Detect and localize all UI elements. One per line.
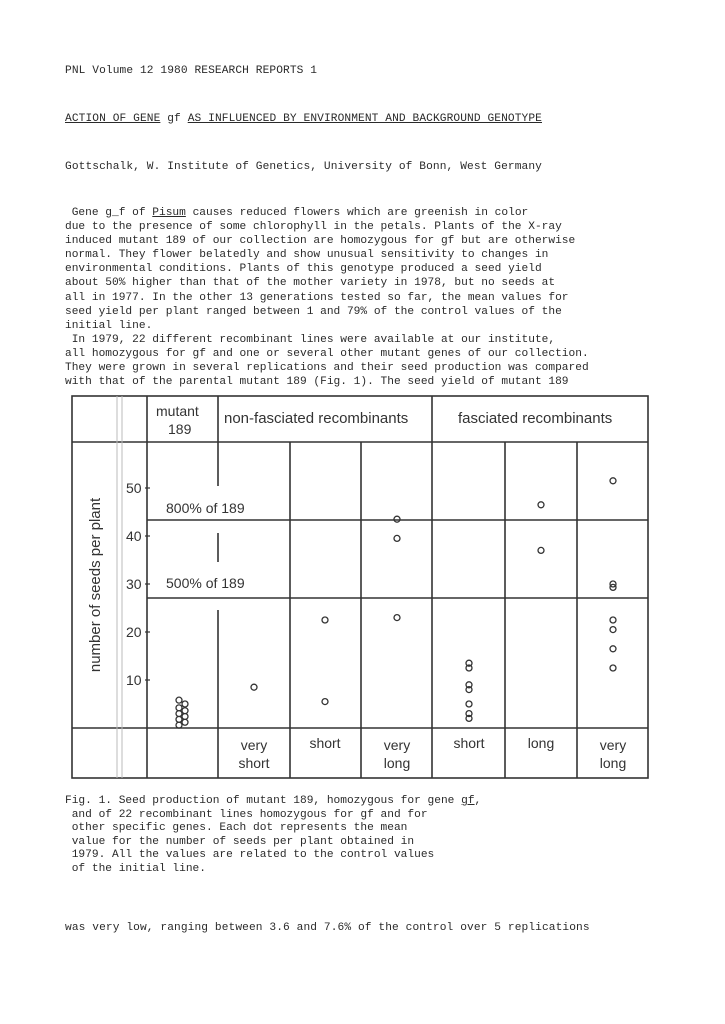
running-header: PNL Volume 12 1980 RESEARCH REPORTS 1 — [65, 65, 318, 77]
intro-line: induced mutant 189 of our collection are homozygous for gf but are otherwise — [65, 235, 576, 248]
data-point — [182, 719, 188, 725]
intro-first-post: causes reduced flowers which are greenish in color — [185, 207, 529, 219]
caption-first-post: , — [474, 795, 482, 807]
data-point — [610, 646, 616, 652]
data-point — [610, 617, 616, 623]
data-point — [538, 547, 544, 553]
header-mutant: mutant — [156, 403, 199, 419]
data-point — [538, 502, 544, 508]
pisum-word: Pisum — [152, 207, 186, 219]
data-point — [182, 708, 188, 714]
column-label-line1: very — [383, 737, 411, 753]
title-gene: gf — [167, 113, 181, 125]
left-margin-lines — [117, 396, 122, 778]
data-point — [322, 699, 328, 705]
data-point — [176, 705, 182, 711]
data-point — [610, 478, 616, 484]
y-tick-label: 20 — [126, 624, 142, 640]
intro-paragraph — [65, 206, 589, 389]
y-axis-label: number of seeds per plant — [87, 497, 104, 673]
article-title — [65, 112, 542, 126]
ref-label-500: 500% of 189 — [166, 575, 245, 591]
column-label-line1: short — [309, 735, 341, 751]
header-189: 189 — [168, 421, 192, 437]
figure-grid — [72, 396, 648, 778]
caption-gene: gf — [461, 795, 475, 807]
data-point — [610, 627, 616, 633]
data-point — [182, 713, 188, 719]
intro-line: about 50% higher than that of the mother variety in 1978, but no seeds at — [65, 277, 556, 290]
caption-line: 1979. All the values are related to the control values — [65, 849, 435, 862]
data-point — [176, 697, 182, 703]
y-tick-label: 30 — [126, 576, 142, 592]
ref-label-800: 800% of 189 — [166, 500, 245, 516]
column-label-line2: short — [238, 755, 270, 771]
caption-first-line — [65, 795, 481, 809]
intro-line: seed yield per plant ranged between 1 and 79% of the control values of the — [65, 305, 562, 318]
data-point — [176, 716, 182, 722]
intro-line: In 1979, 22 different recombinant lines were available at our institute, — [65, 333, 556, 346]
column-label-line1: long — [527, 735, 555, 751]
intro-line: due to the presence of some chlorophyll in the petals. Plants of the X-ray — [65, 221, 562, 234]
intro-line: all homozygous for gf and one or several other mutant genes of our collection. — [65, 347, 589, 360]
column-label-line2: long — [599, 755, 627, 771]
caption-first-pre: Fig. 1. Seed production of mutant 189, homozygous for gene — [65, 795, 462, 807]
intro-line: all in 1977. In the other 13 generations tested so far, the mean values for — [65, 291, 569, 304]
y-tick-label: 40 — [126, 528, 142, 544]
intro-first-pre: Gene g_f of — [65, 207, 153, 219]
caption-line: value for the number of seeds per plant obtained in — [65, 835, 415, 848]
data-point — [251, 684, 257, 690]
seed-production-figure — [62, 390, 660, 788]
header-fasciated: fasciated recombinants — [458, 410, 613, 427]
caption-line: other specific genes. Each dot represents the mean — [65, 822, 408, 835]
caption-line: and of 22 recombinant lines homozygous for gf and for — [65, 808, 428, 821]
intro-line: initial line. — [65, 319, 153, 332]
data-point — [394, 615, 400, 621]
header-nonfasciated: non-fasciated recombinants — [224, 410, 409, 427]
data-point — [322, 617, 328, 623]
intro-line: with that of the parental mutant 189 (Fig. 1). The seed yield of mutant 189 — [65, 376, 569, 389]
data-point — [182, 701, 188, 707]
column-label-line1: very — [599, 737, 627, 753]
figure-caption — [65, 795, 481, 877]
intro-first-line — [65, 206, 589, 220]
data-point — [466, 701, 472, 707]
author-line: Gottschalk, W. Institute of Genetics, University of Bonn, West Germany — [65, 161, 542, 173]
data-point — [610, 665, 616, 671]
column-label-line1: short — [453, 735, 485, 751]
intro-line: normal. They flower belatedly and show unusual sensitivity to changes in — [65, 249, 549, 262]
data-point — [394, 535, 400, 541]
intro-line: environmental conditions. Plants of this genotype produced a seed yield — [65, 263, 542, 276]
title-part2: AS INFLUENCED BY ENVIRONMENT AND BACKGROUND GENOTYPE — [187, 113, 542, 125]
y-tick-label: 10 — [126, 672, 142, 688]
intro-line: They were grown in several replications and their seed production was compared — [65, 362, 589, 375]
column-label-line2: long — [383, 755, 411, 771]
title-part1: ACTION OF GENE — [65, 113, 161, 125]
column-label-line1: very — [240, 737, 268, 753]
data-point — [176, 711, 182, 717]
y-tick-label: 50 — [126, 480, 142, 496]
footer-text-line: was very low, ranging between 3.6 and 7.6% of the control over 5 replications — [65, 922, 590, 934]
caption-line: of the initial line. — [65, 862, 206, 875]
